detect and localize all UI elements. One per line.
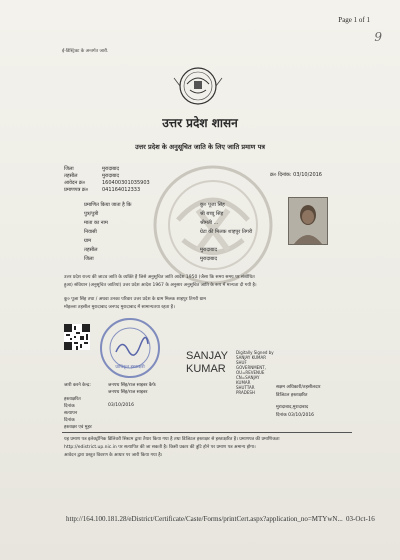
signature-detail: GOVERNMENT, (236, 365, 266, 370)
body-line: उत्तर प्रदेश राज्य की जाटव जाति के व्यक्ति है जिसे अनुसूचित जाति आदेश 1950 (जैसा कि समय समय पर संशोधित (64, 275, 255, 280)
certificate-date (270, 172, 322, 178)
meta-label: प्रमाणपत्र क्र० (64, 187, 89, 193)
handwritten-number: 9 (374, 30, 382, 44)
field-label: पुत्र/पुत्री (84, 211, 99, 217)
meta-value: 041164012333 (102, 187, 141, 193)
field-label: तहसील (84, 247, 98, 253)
footer-value: जनपथ सिंह/राज साइबर (108, 390, 148, 395)
authority-line: सक्षम अधिकारी/तहसीलदार (276, 385, 321, 390)
footer-label: हस्ताक्षर एवं मुहर (64, 425, 92, 430)
signature-detail: KUMAR (236, 380, 251, 385)
signature-name-line: SANJAY (186, 350, 228, 362)
signature-detail: OU=REVENUE (236, 370, 265, 375)
person-photo-icon (289, 198, 327, 244)
edistrict-label: ई-डिस्ट्रिक्ट के अन्तर्गत जारी. (62, 49, 109, 54)
signature-detail: CN=SANJAY (236, 375, 260, 380)
notice-line: यह प्रमाण पत्र इलेक्ट्रॉनिक डिलिवरी सिस्टम द्वारा तैयार किया गया है तथा डिजिटल हस्ताक्षर से हस्ताक्षरित है। प्रमाणपत्र की प्रमाणिकता (64, 437, 280, 442)
meta-value: 160400301035903 (102, 180, 150, 186)
print-date: 03-Oct-16 (346, 515, 375, 523)
body-line: हुआ) संविधान (अनुसूचित जातियां) उत्तर प्रदेश आदेश 1967 के अनुसार अनुसूचित जाति के रूप में मान्यता दी गयी है। (64, 283, 257, 288)
signature-detail: Digitally Signed by (236, 350, 274, 355)
footer-label: हस्ताक्षरित (64, 397, 81, 402)
page-number: Page 1 of 1 (338, 16, 370, 24)
document-title: उत्तर प्रदेश शासन (162, 116, 238, 130)
body-line: कु० पूजा सिंह तथा / अथवा उनका परिवार उत्तर प्रदेश के ग्राम मिलक शाहपुर तिगरी ग्राम (64, 297, 206, 302)
field-value: कु० पूजा सिंह (200, 202, 225, 208)
notice-line: आवेदन द्वारा प्रस्तुत विवरण के आधार पर जारी किया गया है। (64, 453, 163, 458)
digital-signature-details (236, 350, 274, 395)
field-label: निवासी (84, 229, 97, 235)
authority-line: डिजिटल हस्ताक्षरित (276, 393, 308, 398)
signature-detail: SANJAY KUMAR (236, 355, 267, 360)
field-label: जिला (84, 256, 94, 262)
footer-value: 03/10/2016 (108, 403, 134, 408)
footer-label: दिनांक (64, 404, 75, 409)
field-intro: प्रमाणित किया जाता है कि (84, 202, 132, 208)
signature-detail: SHUTTAR (236, 385, 255, 390)
applicant-photo (288, 197, 328, 245)
qr-code-icon (64, 324, 90, 350)
date-value: 03/10/2016 (293, 172, 322, 178)
field-value: ग्रेटा की मिलक शाहपुर तिगरी (200, 229, 253, 235)
signature-detail: SHUF (236, 360, 247, 365)
meta-label: तहसील (64, 173, 78, 179)
field-value: श्री बच्चू सिंह (200, 211, 224, 217)
field-value: मुरादाबाद (200, 256, 218, 262)
footer-label: दिनांक (64, 418, 75, 423)
digital-signature-name (186, 350, 228, 376)
meta-label: जिला (64, 166, 74, 172)
footer-label: सत्यापन (64, 411, 78, 416)
notice-divider (62, 432, 352, 433)
field-value: मुरादाबाद (200, 247, 218, 253)
footer-label: जारी करने केन्द्र: (64, 383, 91, 388)
up-emblem-icon (172, 64, 224, 108)
meta-value: मुरादाबाद (102, 166, 120, 172)
official-stamp-icon (98, 316, 162, 380)
notice-line: http://edistrict.up.nic.in पर सत्यापित की जा सकती है। किसी प्रकार की त्रुटि होने पर प्रमाण पत्र अमान्य होगा। (64, 445, 256, 450)
field-value: श्रीमती ... (200, 220, 219, 226)
field-label: माता का नाम (84, 220, 108, 226)
document-subtitle: उत्तर प्रदेश के अनुसूचित जाति के लिए जाति प्रमाण पत्र (135, 143, 265, 151)
field-label: ग्राम (84, 238, 92, 244)
body-line: मोहल्ला तहसील मुरादाबाद जनपद मुरादाबाद में सामान्यतया रहता है। (64, 305, 175, 310)
signature-name-line: KUMAR (186, 363, 226, 375)
signature-detail: PRADESH (236, 390, 255, 395)
date-label: क्र० दिनांक: (270, 172, 292, 178)
authority-line: मुरादाबाद,मुरादाबाद (276, 405, 309, 410)
authority-line: दिनांक 03/10/2016 (276, 413, 315, 418)
stamp-text: प्राधिकृत हस्ताक्षरी (115, 365, 145, 370)
meta-value: मुरादाबाद (102, 173, 120, 179)
footer-value: जनपथ सिंह/राज साइबर कैफे (108, 383, 156, 388)
print-url: http://164.100.181.28/eDistrict/Certificate/Caste/Forms/printCert.aspx?application_no=MTYwN... (66, 515, 343, 523)
meta-label: आवेदन क्र० (64, 180, 86, 186)
